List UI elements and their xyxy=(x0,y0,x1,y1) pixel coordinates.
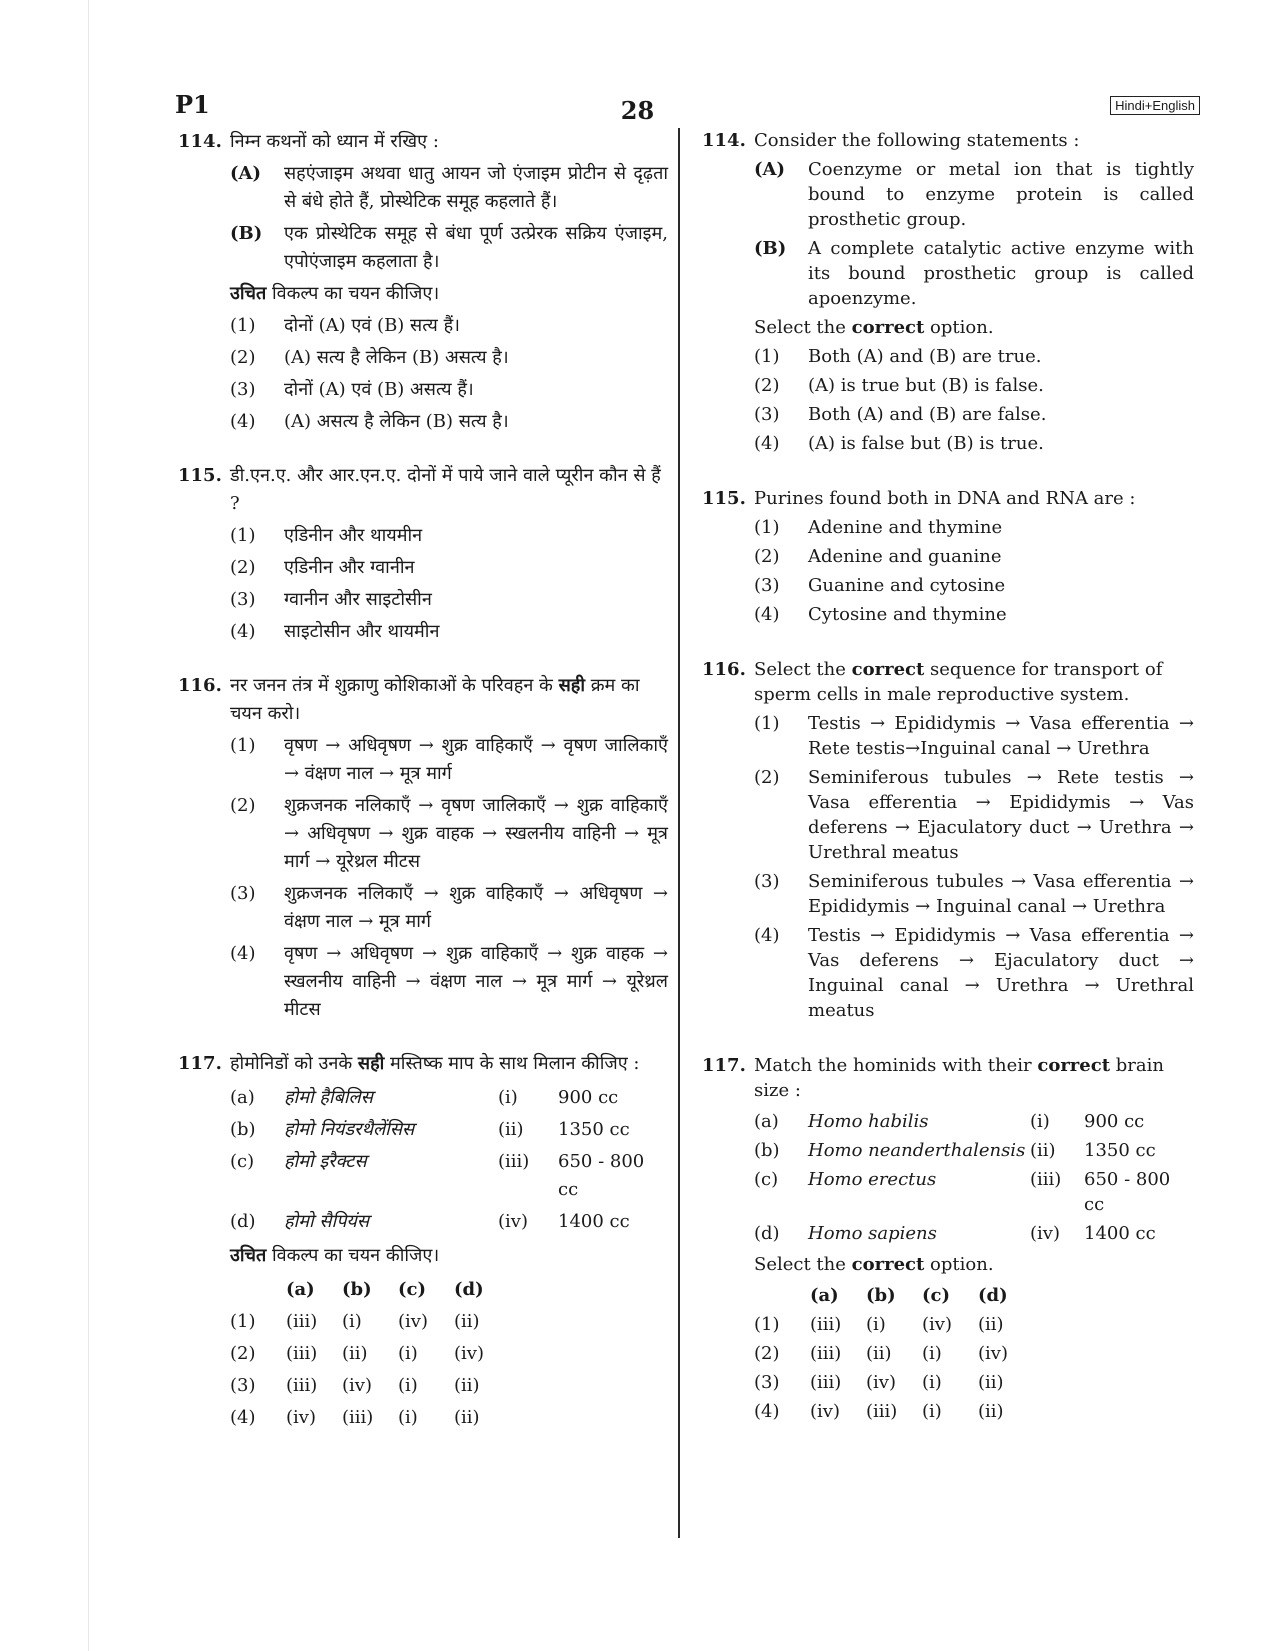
answer-cell: (iv) xyxy=(922,1314,952,1335)
answer-cell: (ii) xyxy=(454,1311,480,1332)
answer-cell: (iii) xyxy=(866,1401,898,1422)
option-label: (1) xyxy=(754,713,780,734)
match-row xyxy=(754,1165,1194,1219)
match-right-label: (i) xyxy=(498,1087,518,1108)
match-item: होमो सैपियंस xyxy=(284,1211,370,1232)
select-instruction xyxy=(230,280,668,308)
select-instruction xyxy=(754,315,1194,340)
option-label: (2) xyxy=(754,767,780,788)
option-2 xyxy=(230,792,668,876)
answer-row xyxy=(754,1339,1034,1368)
option-label: (2) xyxy=(754,375,780,396)
match-left-label: (c) xyxy=(230,1151,255,1172)
column-header: (c) xyxy=(398,1279,426,1300)
question-115-en xyxy=(702,486,1194,627)
instruction-text: option. xyxy=(924,1254,994,1275)
option-text: शुक्रजनक नलिकाएँ → शुक्र वाहिकाएँ → अधिवृषण → वंक्षण नाल → मूत्र मार्ग xyxy=(284,883,668,932)
instruction-text: Select the xyxy=(754,1254,852,1275)
question-body xyxy=(230,1050,668,1434)
match-item: होमो हैबिलिस xyxy=(284,1087,373,1108)
match-row xyxy=(754,1219,1194,1248)
set-code: P1 xyxy=(175,90,210,119)
answer-cell: (ii) xyxy=(978,1401,1004,1422)
blank-cell xyxy=(754,1281,810,1310)
option-label: (1) xyxy=(754,346,780,367)
question-body xyxy=(230,128,668,436)
question-stem xyxy=(230,672,668,728)
statement-label: (B) xyxy=(754,238,787,259)
match-left-label: (c) xyxy=(754,1169,779,1190)
option-1 xyxy=(754,344,1194,369)
scan-gutter-line xyxy=(88,0,89,1651)
emphasis: correct xyxy=(851,317,925,338)
answer-row xyxy=(230,1402,510,1434)
option-3 xyxy=(230,376,668,404)
match-right-label: (iv) xyxy=(1030,1223,1060,1244)
stem-text: brain size : xyxy=(754,1055,1164,1101)
option-label: (2) xyxy=(230,1343,256,1364)
match-row xyxy=(754,1107,1194,1136)
option-4 xyxy=(230,618,668,646)
question-number: 115. xyxy=(178,465,222,486)
match-right-label: (iii) xyxy=(498,1151,530,1172)
answer-cell: (iv) xyxy=(286,1407,316,1428)
match-left-label: (d) xyxy=(230,1211,256,1232)
option-label: (3) xyxy=(754,404,780,425)
column-header: (a) xyxy=(286,1279,315,1300)
emphasis: सही xyxy=(558,675,585,696)
option-text: शुक्रजनक नलिकाएँ → वृषण जालिकाएँ → शुक्र वाहिकाएँ → अधिवृषण → शुक्र वाहक → स्खलनीय वाहिनी → मूत्र मार्ग → यूरेथ्रल मीटस xyxy=(284,795,668,872)
option-text: Seminiferous tubules → Vasa efferentia → Epididymis → Inguinal canal → Urethra xyxy=(808,871,1194,917)
statement-label: (A) xyxy=(230,163,261,184)
emphasis: correct xyxy=(1037,1055,1111,1076)
blank-cell xyxy=(230,1274,286,1306)
option-2 xyxy=(754,544,1194,569)
question-number: 116. xyxy=(702,659,746,680)
option-label: (1) xyxy=(230,735,256,756)
answer-cell: (ii) xyxy=(978,1314,1004,1335)
question-stem: निम्न कथनों को ध्यान में रखिए : xyxy=(230,131,439,152)
page-number: 28 xyxy=(620,96,655,125)
option-3 xyxy=(754,869,1194,919)
answer-row xyxy=(754,1310,1034,1339)
option-1 xyxy=(230,312,668,340)
answer-cell: (i) xyxy=(866,1314,886,1335)
question-body xyxy=(754,128,1194,456)
question-number: 114. xyxy=(178,131,222,152)
option-label: (3) xyxy=(230,883,256,904)
stem-text: नर जनन तंत्र में शुक्राणु कोशिकाओं के परिवहन के xyxy=(230,675,559,696)
answer-cell: (iv) xyxy=(398,1311,428,1332)
question-116-en xyxy=(702,657,1194,1023)
statement-text: सहएंजाइम अथवा धातु आयन जो एंजाइम प्रोटीन से दृढ़ता से बंधे होते हैं, प्रोस्थेटिक समूह कहलाते हैं। xyxy=(284,163,668,212)
option-text: Both (A) and (B) are false. xyxy=(808,404,1047,425)
match-item: Homo habilis xyxy=(808,1111,929,1132)
instruction-text: विकल्प का चयन कीजिए। xyxy=(266,1245,440,1266)
statement-a xyxy=(230,160,668,216)
question-number: 117. xyxy=(178,1053,222,1074)
question-116-hi xyxy=(178,672,668,1024)
match-row xyxy=(230,1206,668,1238)
option-1 xyxy=(754,711,1194,761)
option-text: Both (A) and (B) are true. xyxy=(808,346,1042,367)
answer-options-table xyxy=(230,1274,510,1434)
option-text: (A) सत्य है लेकिन (B) असत्य है। xyxy=(284,347,509,368)
option-text: ग्वानीन और साइटोसीन xyxy=(284,589,432,610)
option-text: वृषण → अधिवृषण → शुक्र वाहिकाएँ → शुक्र वाहक → स्खलनीय वाहिनी → वंक्षण नाल → मूत्र मार्ग → यूरेथ्रल मीटस xyxy=(284,943,668,1020)
answer-cell: (i) xyxy=(922,1372,942,1393)
option-1 xyxy=(754,515,1194,540)
question-stem: डी.एन.ए. और आर.एन.ए. दोनों में पाये जाने वाले प्यूरीन कौन से हैं ? xyxy=(230,465,661,514)
answer-cell: (iii) xyxy=(286,1375,318,1396)
answer-row xyxy=(230,1338,510,1370)
question-114-en xyxy=(702,128,1194,456)
hindi-column xyxy=(178,128,668,1434)
option-text: साइटोसीन और थायमीन xyxy=(284,621,440,642)
option-text: Adenine and guanine xyxy=(808,546,1002,567)
match-row xyxy=(230,1146,668,1206)
match-right-label: (iv) xyxy=(498,1211,528,1232)
option-label: (1) xyxy=(230,315,256,336)
column-header: (d) xyxy=(454,1279,484,1300)
column-header: (a) xyxy=(810,1285,839,1306)
language-tag: Hindi+English xyxy=(1110,96,1200,115)
answer-cell: (i) xyxy=(398,1407,418,1428)
match-value: 900 cc xyxy=(1084,1111,1145,1132)
option-label: (4) xyxy=(230,1407,256,1428)
match-right-label: (i) xyxy=(1030,1111,1050,1132)
statement-label: (A) xyxy=(754,159,785,180)
answer-cell: (ii) xyxy=(454,1375,480,1396)
statement-b xyxy=(230,220,668,276)
emphasis: उचित xyxy=(230,283,267,304)
stem-text: मस्तिष्क माप के साथ मिलान कीजिए : xyxy=(384,1053,640,1074)
answer-cell: (iii) xyxy=(810,1372,842,1393)
match-table xyxy=(754,1107,1194,1248)
column-header: (b) xyxy=(866,1285,896,1306)
option-label: (1) xyxy=(230,1311,256,1332)
match-item: Homo erectus xyxy=(808,1169,937,1190)
option-label: (4) xyxy=(230,411,256,432)
answer-options-table xyxy=(754,1281,1034,1426)
match-value: 1350 cc xyxy=(558,1119,630,1140)
match-left-label: (b) xyxy=(230,1119,256,1140)
option-2 xyxy=(230,554,668,582)
option-text: Seminiferous tubules → Rete testis → Vasa efferentia → Epididymis → Vas deferens → Ejaculatory duct → Urethra → Urethral meatus xyxy=(808,767,1194,863)
question-stem: Consider the following statements : xyxy=(754,130,1080,151)
option-label: (3) xyxy=(754,871,780,892)
option-text: दोनों (A) एवं (B) असत्य हैं। xyxy=(284,379,474,400)
match-value: 1350 cc xyxy=(1084,1140,1156,1161)
option-4 xyxy=(754,923,1194,1023)
option-label: (1) xyxy=(754,517,780,538)
option-label: (4) xyxy=(754,925,780,946)
statement-text: A complete catalytic active enzyme with its bound prosthetic group is called apoenzyme. xyxy=(808,238,1194,309)
statement-text: एक प्रोस्थेटिक समूह से बंधा पूर्ण उत्प्रेरक सक्रिय एंजाइम, एपोएंजाइम कहलाता है। xyxy=(284,223,668,272)
option-label: (2) xyxy=(230,795,256,816)
question-stem: Purines found both in DNA and RNA are : xyxy=(754,488,1136,509)
option-2 xyxy=(754,373,1194,398)
emphasis: correct xyxy=(851,1254,925,1275)
option-text: Testis → Epididymis → Vasa efferentia → Vas deferens → Ejaculatory duct → Inguinal canal → Urethra → Urethral meatus xyxy=(808,925,1194,1021)
stem-text: होमोनिडों को उनके xyxy=(230,1053,358,1074)
option-label: (1) xyxy=(754,1314,780,1335)
match-item: Homo sapiens xyxy=(808,1223,937,1244)
column-header: (b) xyxy=(342,1279,372,1300)
option-label: (3) xyxy=(754,575,780,596)
match-value: 900 cc xyxy=(558,1087,619,1108)
answer-cell: (i) xyxy=(922,1343,942,1364)
answer-row xyxy=(230,1306,510,1338)
answer-cell: (i) xyxy=(398,1343,418,1364)
question-body xyxy=(230,672,668,1024)
option-label: (3) xyxy=(230,379,256,400)
match-item: Homo neanderthalensis xyxy=(808,1140,1026,1161)
option-label: (4) xyxy=(230,943,256,964)
answer-cell: (i) xyxy=(922,1401,942,1422)
answer-header-row xyxy=(230,1274,510,1306)
option-2 xyxy=(230,344,668,372)
option-2 xyxy=(754,765,1194,865)
option-1 xyxy=(230,732,668,788)
question-body xyxy=(754,657,1194,1023)
option-4 xyxy=(754,431,1194,456)
answer-row xyxy=(230,1370,510,1402)
option-text: वृषण → अधिवृषण → शुक्र वाहिकाएँ → वृषण जालिकाएँ → वंक्षण नाल → मूत्र मार्ग xyxy=(284,735,668,784)
match-row xyxy=(230,1114,668,1146)
question-body xyxy=(230,462,668,646)
select-instruction xyxy=(754,1252,1194,1277)
question-number: 117. xyxy=(702,1055,746,1076)
emphasis: correct xyxy=(851,659,925,680)
option-text: (A) is true but (B) is false. xyxy=(808,375,1044,396)
option-label: (2) xyxy=(754,1343,780,1364)
column-divider xyxy=(678,128,680,1538)
english-column xyxy=(702,128,1194,1426)
answer-cell: (iv) xyxy=(978,1343,1008,1364)
option-label: (4) xyxy=(754,604,780,625)
match-right-label: (ii) xyxy=(1030,1140,1056,1161)
question-number: 115. xyxy=(702,488,746,509)
question-117-en xyxy=(702,1053,1194,1426)
question-114-hi xyxy=(178,128,668,436)
option-text: दोनों (A) एवं (B) सत्य हैं। xyxy=(284,315,460,336)
answer-cell: (iv) xyxy=(810,1401,840,1422)
match-row xyxy=(230,1082,668,1114)
answer-cell: (ii) xyxy=(866,1343,892,1364)
option-text: Cytosine and thymine xyxy=(808,604,1007,625)
option-3 xyxy=(754,402,1194,427)
stem-text: क्रम का चयन करो। xyxy=(230,675,640,724)
match-row xyxy=(754,1136,1194,1165)
answer-cell: (i) xyxy=(398,1375,418,1396)
option-label: (2) xyxy=(230,347,256,368)
option-label: (4) xyxy=(754,433,780,454)
option-label: (2) xyxy=(230,557,256,578)
emphasis: सही xyxy=(357,1053,385,1074)
question-number: 116. xyxy=(178,675,222,696)
option-label: (3) xyxy=(230,1375,256,1396)
option-4 xyxy=(754,602,1194,627)
match-value: 650 - 800 cc xyxy=(1084,1169,1171,1215)
option-label: (4) xyxy=(754,1401,780,1422)
statement-a xyxy=(754,157,1194,232)
match-value: 1400 cc xyxy=(558,1211,630,1232)
question-number: 114. xyxy=(702,130,746,151)
option-text: Guanine and cytosine xyxy=(808,575,1006,596)
answer-cell: (iii) xyxy=(286,1343,318,1364)
answer-cell: (iii) xyxy=(286,1311,318,1332)
match-right-label: (ii) xyxy=(498,1119,524,1140)
match-left-label: (d) xyxy=(754,1223,780,1244)
match-left-label: (a) xyxy=(754,1111,779,1132)
stem-text: Select the xyxy=(754,659,852,680)
answer-cell: (i) xyxy=(342,1311,362,1332)
match-left-label: (a) xyxy=(230,1087,255,1108)
answer-cell: (iv) xyxy=(454,1343,484,1364)
option-text: एडिनीन और ग्वानीन xyxy=(284,557,415,578)
option-label: (1) xyxy=(230,525,256,546)
answer-row xyxy=(754,1397,1034,1426)
option-label: (2) xyxy=(754,546,780,567)
answer-cell: (iii) xyxy=(342,1407,374,1428)
question-stem xyxy=(754,657,1194,707)
question-117-hi xyxy=(178,1050,668,1434)
statement-label: (B) xyxy=(230,223,263,244)
option-1 xyxy=(230,522,668,550)
answer-cell: (iv) xyxy=(342,1375,372,1396)
match-right-label: (iii) xyxy=(1030,1169,1062,1190)
question-stem xyxy=(754,1053,1194,1103)
option-text: (A) असत्य है लेकिन (B) सत्य है। xyxy=(284,411,509,432)
answer-cell: (iii) xyxy=(810,1314,842,1335)
match-value: 650 - 800 cc xyxy=(558,1151,645,1200)
option-label: (3) xyxy=(230,589,256,610)
option-label: (3) xyxy=(754,1372,780,1393)
answer-cell: (iii) xyxy=(810,1343,842,1364)
match-item: होमो इरैक्टस xyxy=(284,1151,367,1172)
option-text: (A) is false but (B) is true. xyxy=(808,433,1044,454)
option-4 xyxy=(230,940,668,1024)
answer-cell: (iv) xyxy=(866,1372,896,1393)
option-3 xyxy=(230,586,668,614)
select-instruction xyxy=(230,1242,668,1270)
option-4 xyxy=(230,408,668,436)
option-3 xyxy=(754,573,1194,598)
match-item: होमो नियंडरथैलेंसिस xyxy=(284,1119,415,1140)
match-left-label: (b) xyxy=(754,1140,780,1161)
option-text: एडिनीन और थायमीन xyxy=(284,525,423,546)
answer-cell: (ii) xyxy=(978,1372,1004,1393)
question-body xyxy=(754,1053,1194,1426)
statement-text: Coenzyme or metal ion that is tightly bound to enzyme protein is called prosthetic group. xyxy=(808,159,1194,230)
stem-text: sequence for transport of sperm cells in male reproductive system. xyxy=(754,659,1163,705)
column-header: (c) xyxy=(922,1285,950,1306)
option-3 xyxy=(230,880,668,936)
option-text: Testis → Epididymis → Vasa efferentia → Rete testis→Inguinal canal → Urethra xyxy=(808,713,1194,759)
match-table xyxy=(230,1082,668,1238)
question-115-hi xyxy=(178,462,668,646)
question-body xyxy=(754,486,1194,627)
instruction-text: option. xyxy=(924,317,994,338)
option-text: Adenine and thymine xyxy=(808,517,1003,538)
instruction-text: Select the xyxy=(754,317,852,338)
answer-cell: (ii) xyxy=(342,1343,368,1364)
instruction-text: विकल्प का चयन कीजिए। xyxy=(266,283,440,304)
emphasis: उचित xyxy=(230,1245,267,1266)
question-stem xyxy=(230,1050,668,1078)
answer-header-row xyxy=(754,1281,1034,1310)
answer-cell: (ii) xyxy=(454,1407,480,1428)
match-value: 1400 cc xyxy=(1084,1223,1156,1244)
statement-b xyxy=(754,236,1194,311)
column-header: (d) xyxy=(978,1285,1008,1306)
option-label: (4) xyxy=(230,621,256,642)
stem-text: Match the hominids with their xyxy=(754,1055,1038,1076)
answer-row xyxy=(754,1368,1034,1397)
